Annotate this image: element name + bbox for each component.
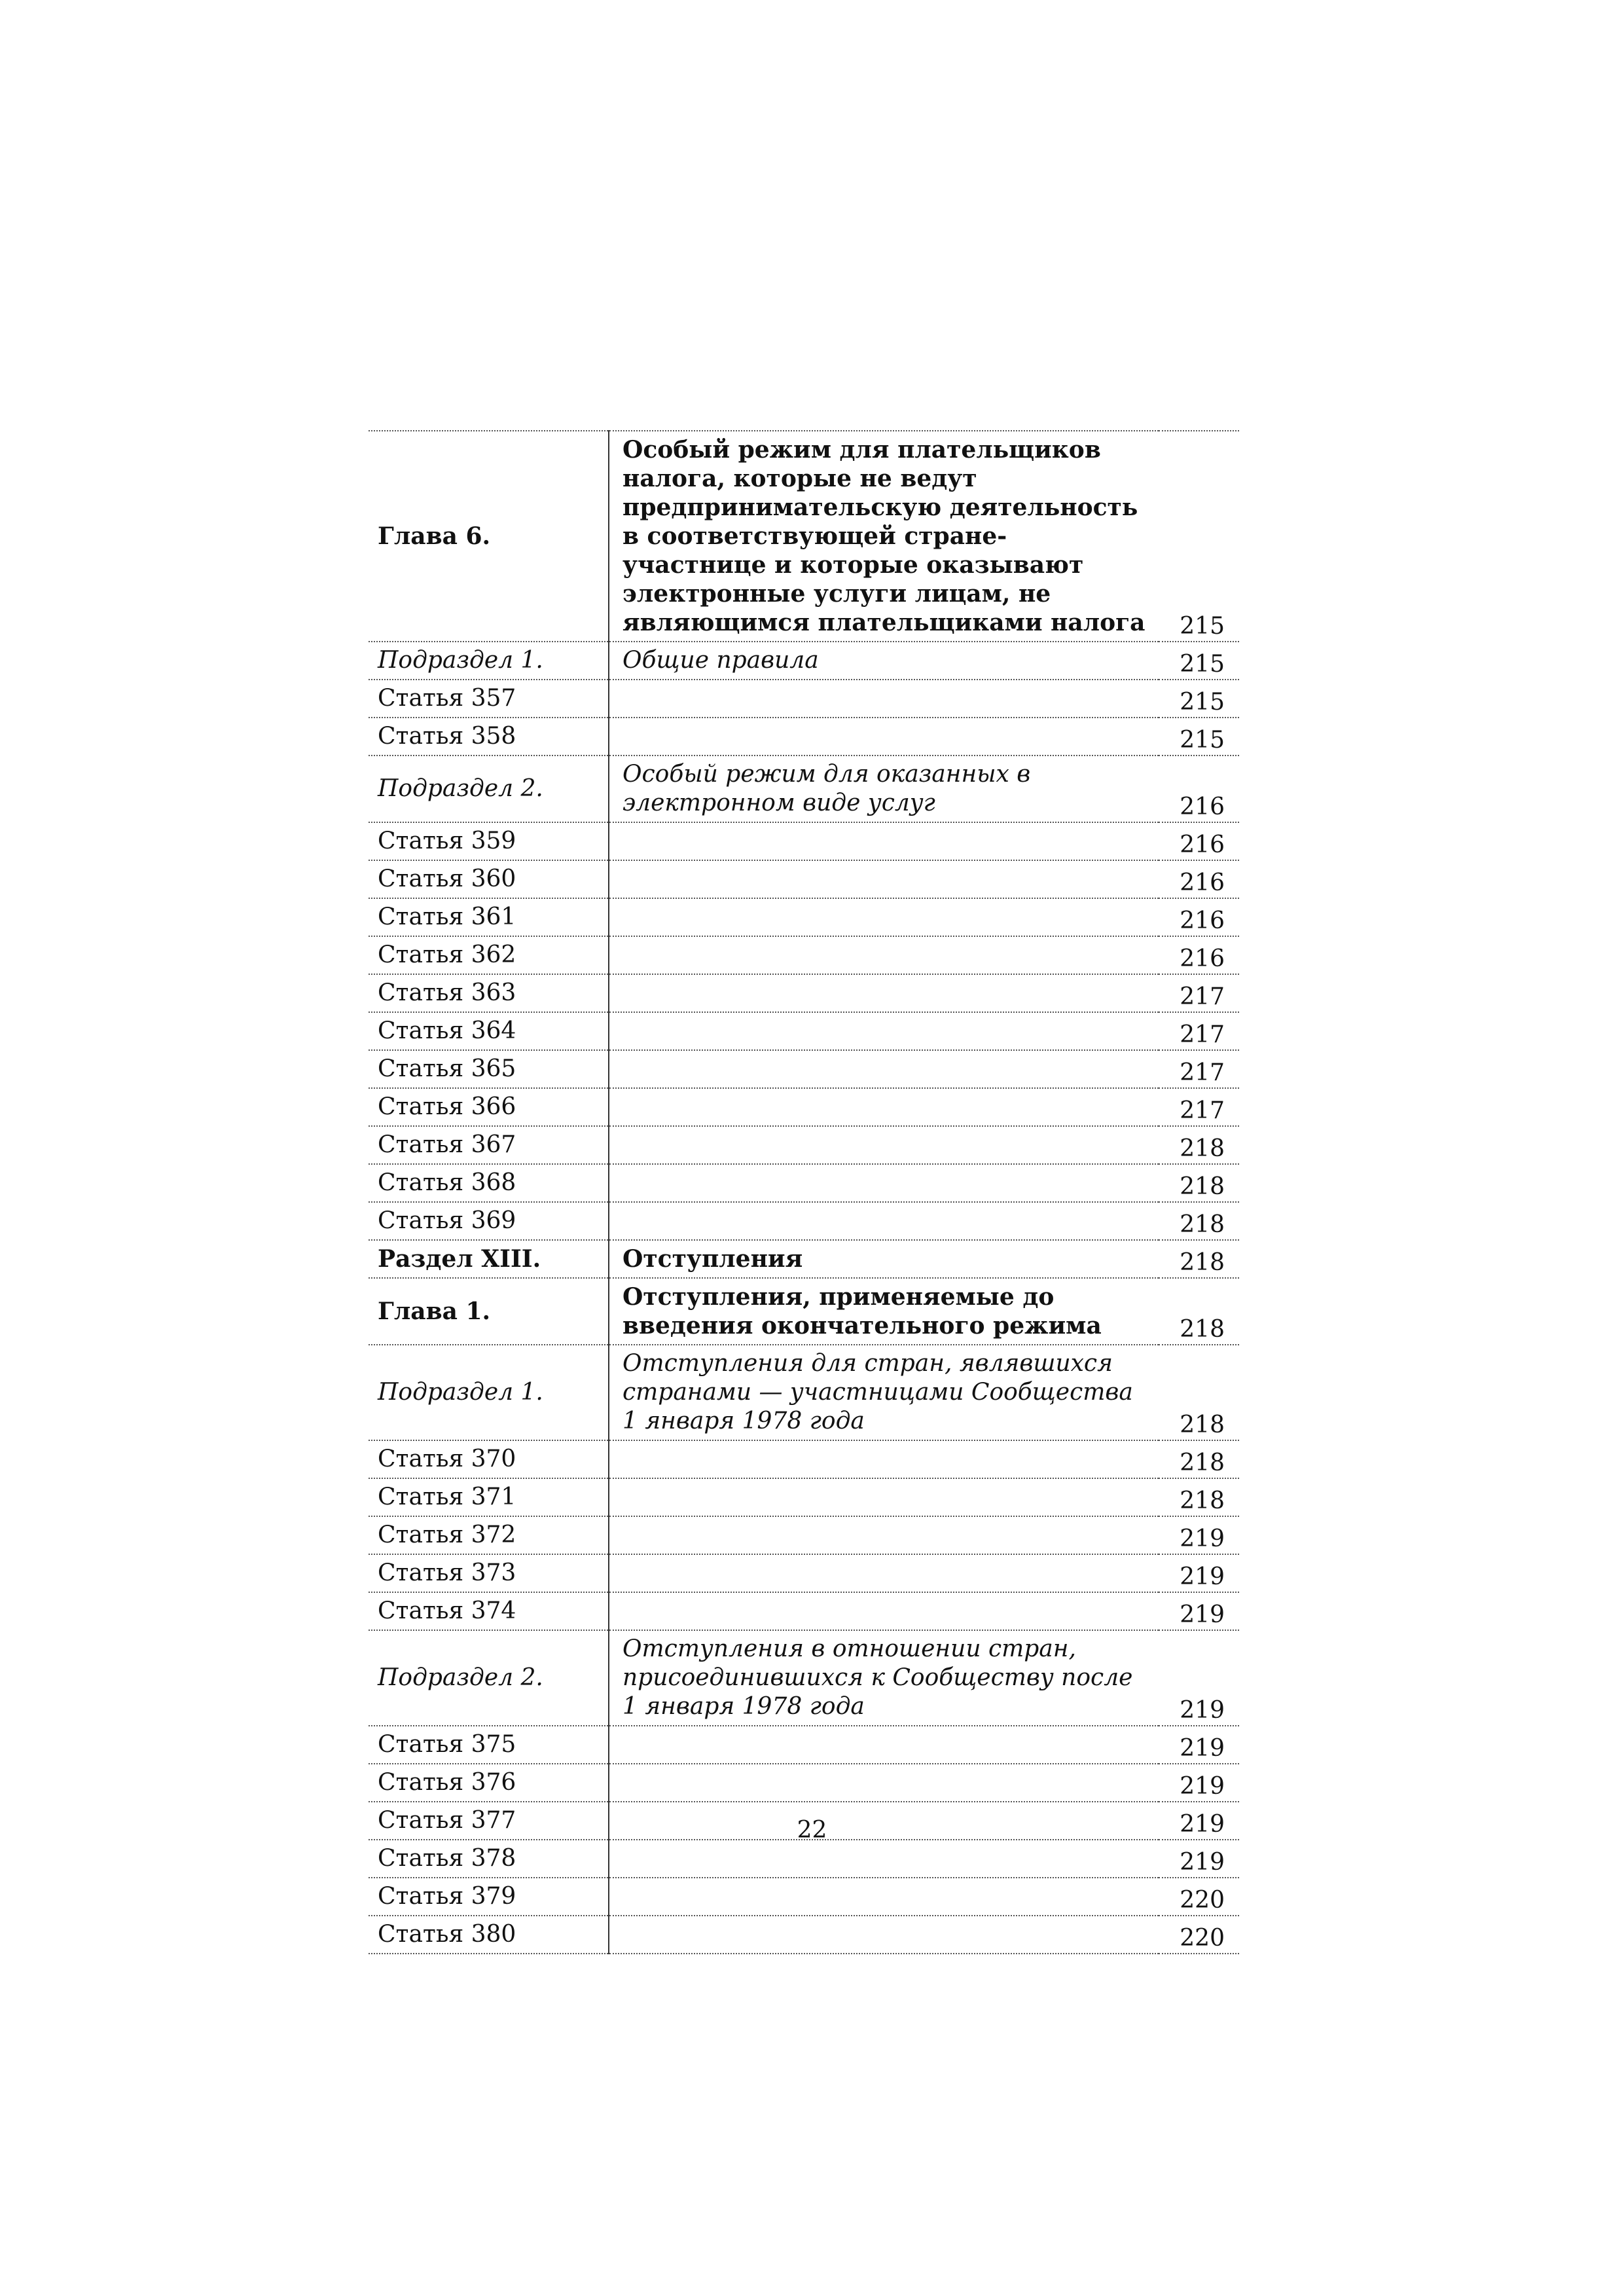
toc-row: [369, 1012, 1239, 1050]
toc-entry-title: [609, 822, 1159, 860]
toc-entry-page: 219: [1159, 1726, 1239, 1764]
toc-entry-page: 215: [1159, 642, 1239, 680]
toc-entry-page: 218: [1159, 1345, 1239, 1440]
toc-entry-title: [609, 860, 1159, 898]
toc-entry-page: 218: [1159, 1478, 1239, 1516]
toc-entry-title: Общие правила: [609, 642, 1159, 680]
toc-entry-label: Статья 372: [369, 1516, 609, 1554]
toc-entry-page: 219: [1159, 1630, 1239, 1726]
toc-row: [369, 1164, 1239, 1202]
toc-entry-label: Статья 366: [369, 1088, 609, 1126]
toc-entry-label: Подраздел 2.: [369, 756, 609, 822]
toc-entry-page: 217: [1159, 1088, 1239, 1126]
toc-entry-page: 220: [1159, 1878, 1239, 1916]
toc-row: [369, 718, 1239, 756]
toc-entry-title: [609, 1764, 1159, 1802]
toc-entry-title: [609, 1126, 1159, 1164]
toc-row: [369, 1440, 1239, 1478]
toc-row: [369, 860, 1239, 898]
toc-entry-label: Статья 361: [369, 898, 609, 936]
page-number: 22: [797, 1817, 827, 1844]
toc-row: [369, 1278, 1239, 1345]
toc-entry-label: Статья 362: [369, 936, 609, 974]
toc-row: [369, 1764, 1239, 1802]
toc-entry-label: Статья 380: [369, 1916, 609, 1954]
toc-entry-title: [609, 1916, 1159, 1954]
toc-row: [369, 756, 1239, 822]
toc-entry-label: Статья 363: [369, 974, 609, 1012]
toc-entry-label: Статья 379: [369, 1878, 609, 1916]
toc-entry-title: Отступления в отношении стран, присоединившихся к Сообществу после 1 января 1978 года: [609, 1630, 1159, 1726]
toc-entry-title: [609, 1878, 1159, 1916]
toc-entry-page: 216: [1159, 756, 1239, 822]
toc-row: [369, 1126, 1239, 1164]
toc-row: [369, 1630, 1239, 1726]
toc-row: [369, 680, 1239, 718]
toc-entry-title: [609, 1440, 1159, 1478]
toc-entry-label: Раздел XIII.: [369, 1240, 609, 1278]
toc-entry-page: 218: [1159, 1164, 1239, 1202]
toc-entry-page: 215: [1159, 431, 1239, 642]
toc-entry-page: 215: [1159, 718, 1239, 756]
toc-entry-page: 218: [1159, 1278, 1239, 1345]
toc-entry-page: 217: [1159, 1050, 1239, 1088]
toc-entry-title: [609, 936, 1159, 974]
toc-row: [369, 898, 1239, 936]
toc-entry-title: [609, 1592, 1159, 1630]
toc-row: [369, 1726, 1239, 1764]
toc-entry-page: 218: [1159, 1240, 1239, 1278]
toc-entry-page: 219: [1159, 1554, 1239, 1592]
toc-entry-title: Отступления: [609, 1240, 1159, 1278]
toc-entry-label: Статья 365: [369, 1050, 609, 1088]
toc-entry-title: [609, 1726, 1159, 1764]
toc-entry-label: Глава 6.: [369, 431, 609, 642]
toc-row: [369, 1240, 1239, 1278]
toc-entry-title: [609, 680, 1159, 718]
toc-entry-label: Статья 376: [369, 1764, 609, 1802]
toc-row: [369, 974, 1239, 1012]
toc-entry-page: 215: [1159, 680, 1239, 718]
toc-row: [369, 936, 1239, 974]
toc-entry-title: [609, 1516, 1159, 1554]
toc-entry-label: Статья 368: [369, 1164, 609, 1202]
toc-entry-label: Статья 364: [369, 1012, 609, 1050]
toc-entry-page: 218: [1159, 1202, 1239, 1240]
toc-entry-title: [609, 718, 1159, 756]
toc-entry-page: 219: [1159, 1592, 1239, 1630]
toc-entry-title: [609, 974, 1159, 1012]
toc-row: [369, 1478, 1239, 1516]
toc-entry-label: Статья 370: [369, 1440, 609, 1478]
toc-table: [369, 430, 1239, 1954]
toc-entry-page: 219: [1159, 1764, 1239, 1802]
toc-body: [369, 431, 1239, 1954]
toc-entry-page: 216: [1159, 822, 1239, 860]
toc-entry-page: 216: [1159, 898, 1239, 936]
toc-entry-title: Особый режим для плательщиков налога, которые не ведут предпринимательскую деятельность в соответствующей стране-участнице и которые оказывают электронные услуги лицам, не являющимся плательщиками налога: [609, 431, 1159, 642]
toc-entry-title: [609, 898, 1159, 936]
toc-entry-label: Статья 360: [369, 860, 609, 898]
toc-entry-page: 216: [1159, 936, 1239, 974]
toc-entry-title: Особый режим для оказанных в электронном виде услуг: [609, 756, 1159, 822]
toc-row: [369, 1592, 1239, 1630]
toc-row: [369, 1878, 1239, 1916]
toc-entry-label: Статья 358: [369, 718, 609, 756]
toc-entry-title: [609, 1554, 1159, 1592]
toc-row: [369, 1202, 1239, 1240]
toc-row: [369, 1916, 1239, 1954]
toc-row: [369, 1050, 1239, 1088]
toc-entry-title: [609, 1012, 1159, 1050]
toc-entry-label: Подраздел 1.: [369, 1345, 609, 1440]
toc-entry-title: [609, 1478, 1159, 1516]
toc-entry-label: Статья 367: [369, 1126, 609, 1164]
toc-entry-page: 218: [1159, 1126, 1239, 1164]
toc-entry-label: Статья 374: [369, 1592, 609, 1630]
toc-row: [369, 642, 1239, 680]
toc-entry-title: Отступления, применяемые до введения окончательного режима: [609, 1278, 1159, 1345]
toc-entry-label: Статья 373: [369, 1554, 609, 1592]
toc-entry-title: [609, 1202, 1159, 1240]
toc-entry-title: [609, 1164, 1159, 1202]
toc-row: [369, 1516, 1239, 1554]
toc-row: [369, 431, 1239, 642]
toc-entry-label: Статья 357: [369, 680, 609, 718]
toc-entry-label: Подраздел 1.: [369, 642, 609, 680]
toc-entry-page: 217: [1159, 1012, 1239, 1050]
toc-row: [369, 1554, 1239, 1592]
toc-entry-label: Подраздел 2.: [369, 1630, 609, 1726]
toc-row: [369, 1088, 1239, 1126]
toc-entry-label: Статья 375: [369, 1726, 609, 1764]
toc-entry-page: 219: [1159, 1516, 1239, 1554]
toc-entry-title: [609, 1050, 1159, 1088]
toc-entry-page: 217: [1159, 974, 1239, 1012]
toc-entry-page: 219: [1159, 1840, 1239, 1878]
toc-entry-page: 219: [1159, 1802, 1239, 1840]
toc-entry-title: [609, 1088, 1159, 1126]
toc-entry-label: Глава 1.: [369, 1278, 609, 1345]
toc-entry-label: Статья 359: [369, 822, 609, 860]
toc-entry-page: 218: [1159, 1440, 1239, 1478]
toc-entry-label: Статья 378: [369, 1840, 609, 1878]
toc-entry-label: Статья 369: [369, 1202, 609, 1240]
toc-row: [369, 1345, 1239, 1440]
toc-entry-label: Статья 371: [369, 1478, 609, 1516]
toc-entry-title: Отступления для стран, являвшихся странами — участницами Сообщества 1 января 1978 года: [609, 1345, 1159, 1440]
toc-row: [369, 822, 1239, 860]
toc-entry-page: 216: [1159, 860, 1239, 898]
toc-entry-page: 220: [1159, 1916, 1239, 1954]
toc-entry-title: [609, 1840, 1159, 1878]
toc-row: [369, 1840, 1239, 1878]
toc-entry-label: Статья 377: [369, 1802, 609, 1840]
